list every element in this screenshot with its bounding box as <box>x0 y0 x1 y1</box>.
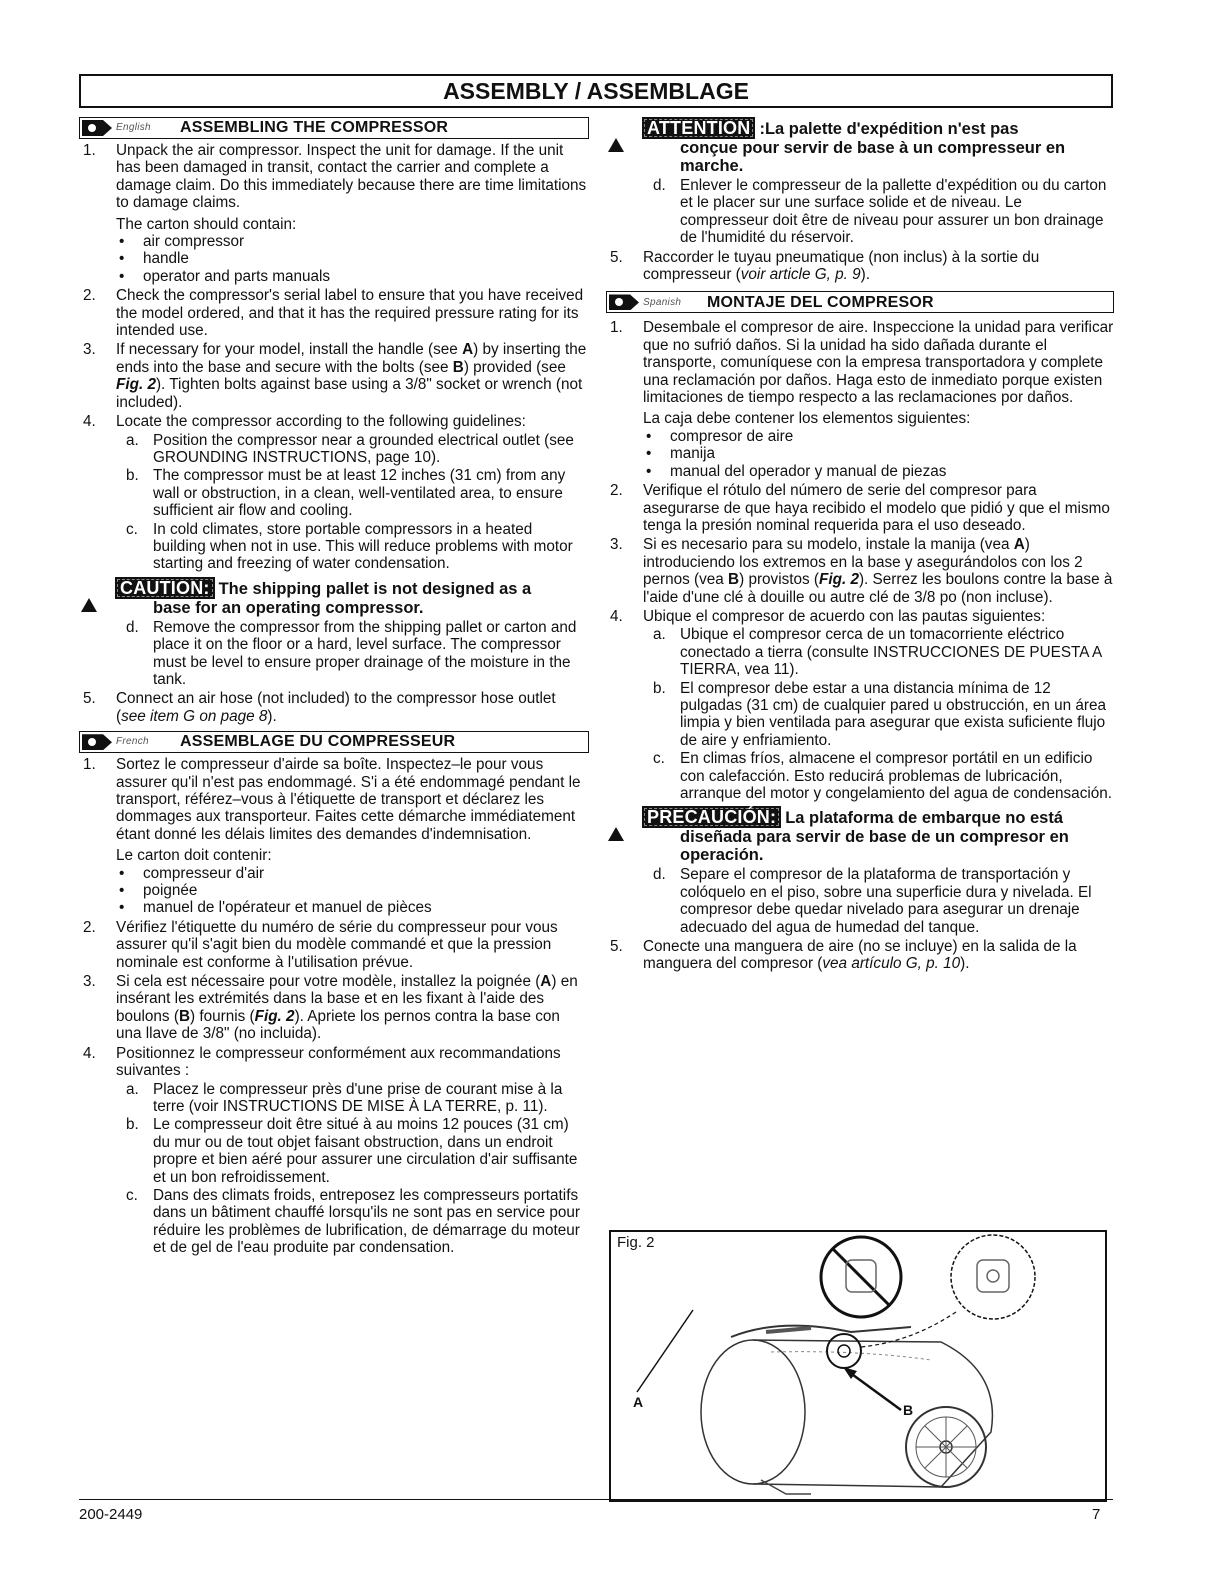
sub-item: c. En climas fríos, almacene el compresor portátil en un edificio con calefacción. Esto reducirá problemas de lubricación, arranque del motor y congelamiento del agua de condensación. <box>653 750 1113 802</box>
sub-item: b. The compressor must be at least 12 inches (31 cm) from any wall or obstruction, in a clean, well-ventilated area, to ensure sufficient air flow and cooling. <box>126 467 566 520</box>
caution-notice: ! CAUTION: The shipping pallet is not designed as a base for an operating compressor. <box>79 577 589 617</box>
carton-intro: Le carton doit contenir: <box>116 847 272 865</box>
sub-item: d. Remove the compressor from the shipping pallet or carton and place it on the floor or a hard, level surface. The compressor must be level to ensure proper drainage of the moisture in the tank. <box>126 618 577 688</box>
section-title-spanish: MONTAJE DEL COMPRESOR <box>707 293 934 311</box>
bullet-item: • handle <box>119 250 189 268</box>
language-arrow-icon <box>609 294 639 310</box>
carton-intro: The carton should contain: <box>116 215 297 233</box>
section-header-french <box>79 731 589 753</box>
document-number: 200-2449 <box>79 1506 143 1523</box>
sub-item: b. El compresor debe estar a una distancia mínima de 12 pulgadas (31 cm) de cualquier pared u obstrucción, en un área limpia y bien ventilada para asegurar que exista suficiente flujo de aire y enfriamiento. <box>653 679 1107 749</box>
list-item: 2. Verifique el rótulo del número de serie del compresor para asegurarse de que haya recibido el modelo que pidió y que el mismo tenga la presión nominal requerida para el uso deseado. <box>610 482 1110 534</box>
list-item: 3. If necessary for your model, install the handle (see A) by inserting the ends into the base and secure with the bolts (see B) provided (see Fig. 2). Tighten bolts against base using a 3/8" socket or wrench (not included). <box>83 341 587 411</box>
sub-item: a. Ubique el compresor cerca de un tomacorriente eléctrico conectado a tierra (consulte INSTRUCCIONES DE PUESTA A TIERRA, vea 11). <box>653 626 1102 679</box>
bullet-list <box>116 865 589 917</box>
page-title: ASSEMBLY / ASSEMBLAGE <box>79 74 1113 108</box>
section-title-english: ASSEMBLING THE COMPRESSOR <box>180 119 449 137</box>
caution-signal-word: CAUTION: <box>115 577 215 599</box>
sub-item: d. Enlever le compresseur de la pallette d'expédition ou du carton et le placer sur une surface solide et de niveau. Le compresseur doit être de niveau pour assurer un bon drainage de l'humidité du réservoir. <box>653 177 1107 247</box>
footer-rule <box>79 1499 1113 1500</box>
sub-item: d. Separe el compresor de la plataforma de transportación y colóquelo en el piso, sobre una superficie dura y nivelada. El compresor debe quedar nivelado para asegurar un drenaje adecuado del agua de humedad del tanque. <box>653 866 1092 936</box>
list-item: 5. Connect an air hose (not included) to the compressor hose outlet (see item G on page 8). <box>83 690 556 725</box>
precaucion-signal-word: PRECAUCIÓN: <box>642 806 781 828</box>
list-item: 1. Unpack the air compressor. Inspect the unit for damage. If the unit has been damaged in transit, contact the carrier and complete a damage claim. Do this immediately because there are time limitations to damage claims. <box>83 142 587 212</box>
list-item: 1. Sortez le compresseur d'airde sa boîte. Inspectez–le pour vous assurer qu'il n'est pas endommagé. S'i a été endommagé pendant le transport, référez–vous à l'étiquette de transport et déclarez les dommages aux transporteur. Faites cette démarche immédiatement étant donné les délais limites des demandes d'indemnisation. <box>83 756 581 843</box>
list-item: 5. Conecte una manguera de aire (no se incluye) en la salida de la manguera del compresor (vea artículo G, p. 10). <box>610 938 1077 973</box>
callout-a: A <box>633 1394 644 1410</box>
list-item: 4. Positionnez le compresseur conformément aux recommandations suivantes : <box>83 1044 561 1080</box>
language-badge-french: French <box>82 733 180 751</box>
section-header-english <box>79 117 589 139</box>
warning-triangle-icon <box>81 581 97 612</box>
page-number: 7 <box>1092 1506 1101 1523</box>
precaucion-notice: ! PRECAUCIÓN: La plataforma de embarque no está diseñada para servir de base de un compresor en operación. <box>606 806 1114 864</box>
callout-b: B <box>903 1402 914 1418</box>
bullet-item: • manuel de l'opérateur et manuel de pièces <box>119 899 432 917</box>
figure-2 <box>609 1230 1107 1502</box>
language-arrow-icon <box>82 734 112 750</box>
bullet-item: • air compressor <box>119 233 245 251</box>
bullet-item: • manual del operador y manual de piezas <box>646 462 947 480</box>
right-column <box>606 117 1114 973</box>
warning-triangle-icon <box>608 121 624 152</box>
bullet-list <box>116 233 589 285</box>
language-arrow-icon <box>82 120 112 136</box>
list-item: 2. Check the compressor's serial label to ensure that you have received the model ordered, and that it has the required pressure rating for its intended use. <box>83 287 584 340</box>
sub-item: b. Le compresseur doit être situé à au moins 12 pouces (31 cm) du mur ou de tout objet faisant obstruction, dans un endroit propre et bien aéré pour assurer une circulation d'air suffisante et un bon refroidissement. <box>126 1116 578 1186</box>
list-item: 1. Desembale el compresor de aire. Inspeccione la unidad para verificar que no sufrió daños. Si la unidad ha sido dañada durante el transporte, comuníquese con la empresa transportadora y complete una reclamación por daños. Haga esto de inmediato porque existen limitaciones de tiempo respecto a las reclamaciones por daños. <box>610 319 1114 407</box>
sub-item: c. In cold climates, store portable compressors in a heated building when not in use. This will reduce problems with motor starting and freezing of water condensation. <box>126 520 573 573</box>
list-item: 4. Locate the compressor according to the following guidelines: <box>83 413 526 431</box>
sub-item: a. Position the compressor near a grounded electrical outlet (see GROUNDING INSTRUCTIONS, page 10). <box>126 431 574 466</box>
bullet-item: • compresor de aire <box>646 427 794 445</box>
compressor-illustration <box>611 1232 1105 1500</box>
bullet-item: • compresseur d'air <box>119 864 265 882</box>
bullet-item: • operator and parts manuals <box>119 267 331 285</box>
list-item: 3. Si cela est nécessaire pour votre modèle, installez la poignée (A) en insérant les extrémités dans la base et en les fixant à l'aide des boulons (B) fournis (Fig. 2). Apriete los pernos contra la base con una llave de 3/8" (no incluida). <box>83 973 578 1043</box>
bullet-item: • poignée <box>119 882 198 900</box>
warning-triangle-icon <box>608 810 624 841</box>
bullet-item: • manija <box>646 445 716 463</box>
attention-notice: ! ATTENTION :La palette d'expédition n'est pas conçue pour servir de base à un compresseur en marche. <box>606 117 1114 175</box>
section-title-french: ASSEMBLAGE DU COMPRESSEUR <box>180 733 456 751</box>
carton-intro: La caja debe contener los elementos siguientes: <box>643 410 971 428</box>
left-column <box>79 117 589 1257</box>
list-item: 3. Si es necesario para su modelo, instale la manija (vea A) introduciendo los extremos en la base y asegurándolos con los 2 pernos (vea B) provistos (Fig. 2). Serrez les boulons contre la base à l'aide d'une clé à douille ou autre clé de 3/8 po (non incluse). <box>610 536 1113 606</box>
list-item: 2. Vérifiez l'étiquette du numéro de série du compresseur pour vous assurer qu'il s'agit bien du modèle commandé et que la pression nominale est conforme à l'utilisation prévue. <box>83 918 558 971</box>
section-header-spanish <box>606 291 1114 313</box>
bullet-list <box>643 428 1114 480</box>
attention-signal-word: ATTENTION <box>642 117 755 139</box>
figure-label: Fig. 2 <box>617 1234 655 1251</box>
sub-item: c. Dans des climats froids, entreposez les compresseurs portatifs dans un bâtiment chauffé lorsqu'ils ne sont pas en service pour réduire les problèmes de lubrification, de démarrage du moteur et de gel de l'eau produite par condensation. <box>126 1186 580 1257</box>
list-item: 4. Ubique el compresor de acuerdo con las pautas siguientes: <box>610 607 1046 625</box>
list-item: 5. Raccorder le tuyau pneumatique (non inclus) à la sortie du compresseur (voir article G, p. 9). <box>610 248 1040 284</box>
sub-item: a. Placez le compresseur près d'une prise de courant mise à la terre (voir INSTRUCTIONS DE MISE À LA TERRE, p. 11). <box>126 1080 563 1115</box>
language-badge-spanish: Spanish <box>609 293 707 311</box>
language-badge-english: English <box>82 119 180 137</box>
